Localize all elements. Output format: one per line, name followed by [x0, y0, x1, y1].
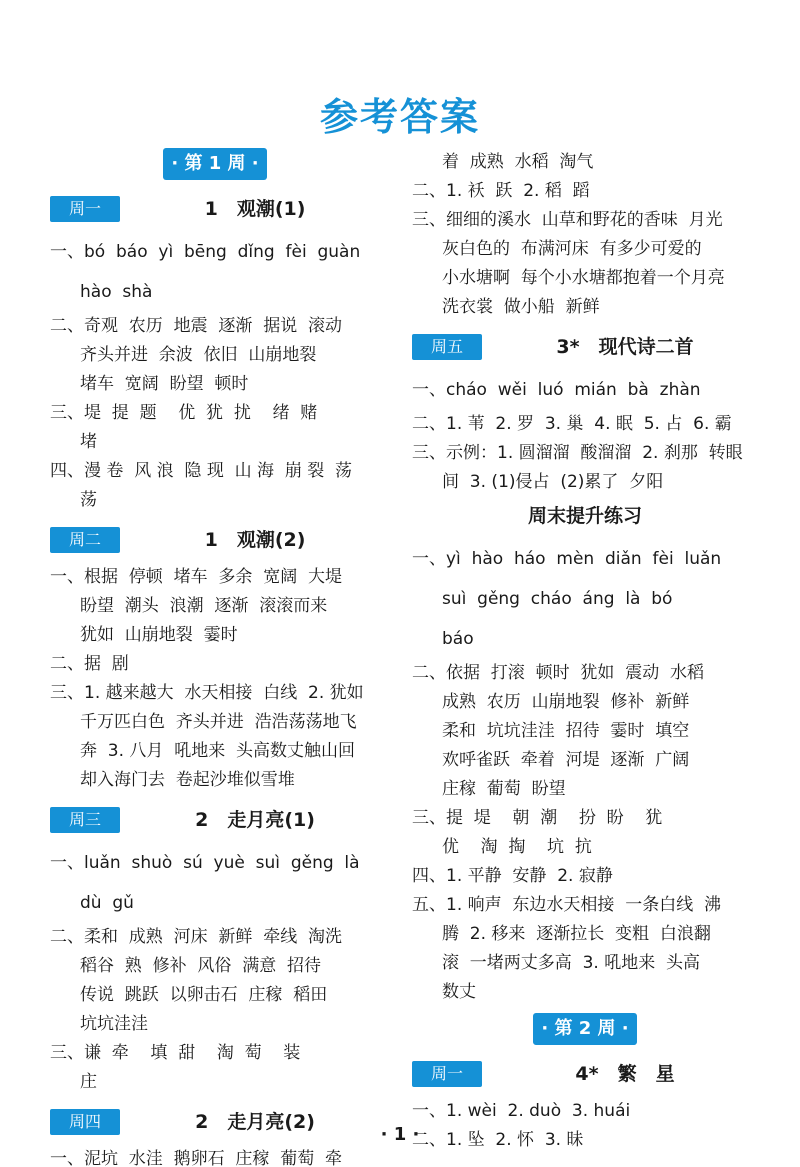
answer-line: 一、bó báo yì bēng dǐng fèi guàn [50, 242, 361, 262]
lesson-title: 4* 繁 星 [575, 1063, 675, 1085]
answer-line: 五、1. 响声 东边水天相接 一条白线 沸 [412, 895, 722, 915]
answer-line: 三、堤 提 题 优 犹 扰 绪 赌 [50, 403, 318, 423]
answer-line: 一、yì hào háo mèn diǎn fèi luǎn [412, 549, 722, 569]
answer-line: 堵 [80, 432, 97, 452]
answer-line: 小水塘啊 每个小水塘都抱着一个月亮 [442, 268, 725, 288]
day-header-tue [50, 525, 380, 555]
day-tag: 周五 [412, 334, 482, 360]
answer-line: 三、谦 牵 填 甜 淘 萄 装 [50, 1043, 301, 1063]
answer-line: 四、漫 卷 风 浪 隐 现 山 海 崩 裂 荡 [50, 461, 353, 481]
right-column [412, 148, 758, 1155]
answer-line: 二、1. 苇 2. 罗 3. 巢 4. 眠 5. 占 6. 霸 [412, 414, 732, 434]
answer-line: 三、提 堤 朝 潮 扮 盼 犹 [412, 808, 663, 828]
answer-line: 二、奇观 农历 地震 逐渐 据说 滚动 [50, 316, 343, 336]
answer-line: 洗衣裳 做小船 新鲜 [442, 297, 600, 317]
answer-line: 一、cháo wěi luó mián bà zhàn [412, 380, 701, 400]
answer-line: 一、1. wèi 2. duò 3. huái [412, 1101, 631, 1121]
left-column [50, 148, 380, 1167]
page-title: 参考答案 [319, 95, 480, 139]
answer-line: 四、1. 平静 安静 2. 寂静 [412, 866, 613, 886]
answer-line: 传说 跳跃 以卵击石 庄稼 稻田 [80, 985, 328, 1005]
day-tag: 周二 [50, 527, 120, 553]
page-number: · 1 · [380, 1124, 420, 1145]
week-1-banner: · 第 1 周 · [163, 148, 267, 180]
answer-line: 一、泥坑 水洼 鹅卵石 庄稼 葡萄 牵 [50, 1149, 343, 1167]
answer-line: 奔 3. 八月 吼地来 头高数丈触山回 [80, 741, 356, 761]
answer-line: 堵车 宽阔 盼望 顿时 [80, 374, 249, 394]
lesson-title: 2 走月亮(1) [195, 809, 315, 831]
day-tag: 周一 [50, 196, 120, 222]
answer-line: 间 3. (1)侵占 (2)累了 夕阳 [442, 472, 664, 492]
answer-line: 二、依据 打滚 顿时 犹如 震动 水稻 [412, 663, 705, 683]
answer-line: 数丈 [442, 982, 476, 1002]
lesson-title: 2 走月亮(2) [195, 1111, 315, 1133]
answer-line: 三、示例：1. 圆溜溜 酸溜溜 2. 刹那 转眼 [412, 443, 743, 463]
answer-line: 二、据 剧 [50, 654, 129, 674]
day-tag: 周一 [412, 1061, 482, 1087]
answer-line: 稻谷 熟 修补 风俗 满意 招待 [80, 956, 322, 976]
day-header-mon [50, 194, 380, 224]
answer-line: 一、根据 停顿 堵车 多余 宽阔 大堤 [50, 567, 343, 587]
day-header-wed [50, 805, 380, 835]
weekend-practice-heading: 周末提升练习 [527, 505, 642, 527]
answer-line: 却入海门去 卷起沙堆似雪堆 [80, 770, 295, 790]
answer-line: 坑坑洼洼 [80, 1014, 148, 1034]
answer-line: 滚 一堵两丈多高 3. 吼地来 头高 [442, 953, 701, 973]
answer-line: 优 淘 掏 坑 抗 [442, 837, 592, 857]
answer-line: 一、luǎn shuò sú yuè suì gěng là [50, 853, 360, 873]
answer-line: 齐头并进 余波 依旧 山崩地裂 [80, 345, 317, 365]
answer-line: 欢呼雀跃 牵着 河堤 逐渐 广阔 [442, 750, 690, 770]
answer-line: 柔和 坑坑洼洼 招待 霎时 填空 [442, 721, 690, 741]
answer-line: 成熟 农历 山崩地裂 修补 新鲜 [442, 692, 690, 712]
day-header-fri [412, 332, 758, 362]
answer-line: dù gǔ [80, 893, 134, 913]
answer-line: 三、1. 越来越大 水天相接 白线 2. 犹如 [50, 683, 364, 703]
answer-line: 腾 2. 移来 逐渐拉长 变粗 白浪翻 [442, 924, 711, 944]
answer-line: 千万匹白色 齐头并进 浩浩荡荡地飞 [80, 712, 357, 732]
answer-line: báo [442, 629, 474, 649]
answer-line: 着 成熟 水稻 淘气 [442, 152, 594, 172]
answer-line: 灰白色的 布满河床 有多少可爱的 [442, 239, 702, 259]
answer-line: 荡 [80, 490, 97, 510]
answer-line: 犹如 山崩地裂 霎时 [80, 625, 238, 645]
answer-line: 二、柔和 成熟 河床 新鲜 牵线 淘洗 [50, 927, 343, 947]
lesson-title: 1 观潮(2) [204, 529, 306, 551]
day-header-mon-week2 [412, 1059, 758, 1089]
answer-line: 庄 [80, 1072, 97, 1092]
answer-line: 庄稼 葡萄 盼望 [442, 779, 566, 799]
lesson-title: 1 观潮(1) [204, 198, 306, 220]
lesson-title: 3* 现代诗二首 [556, 336, 694, 358]
answer-line: hào shà [80, 282, 153, 302]
answer-line: 二、1. 袄 跃 2. 稻 蹈 [412, 181, 590, 201]
answer-line: 二、1. 坠 2. 怀 3. 昧 [412, 1130, 584, 1150]
answer-line: 盼望 潮头 浪潮 逐渐 滚滚而来 [80, 596, 328, 616]
day-tag: 周四 [50, 1109, 120, 1135]
day-tag: 周三 [50, 807, 120, 833]
answer-line: suì gěng cháo áng là bó [442, 589, 673, 609]
answer-line: 三、细细的溪水 山草和野花的香味 月光 [412, 210, 723, 230]
week-2-banner: · 第 2 周 · [533, 1013, 637, 1045]
